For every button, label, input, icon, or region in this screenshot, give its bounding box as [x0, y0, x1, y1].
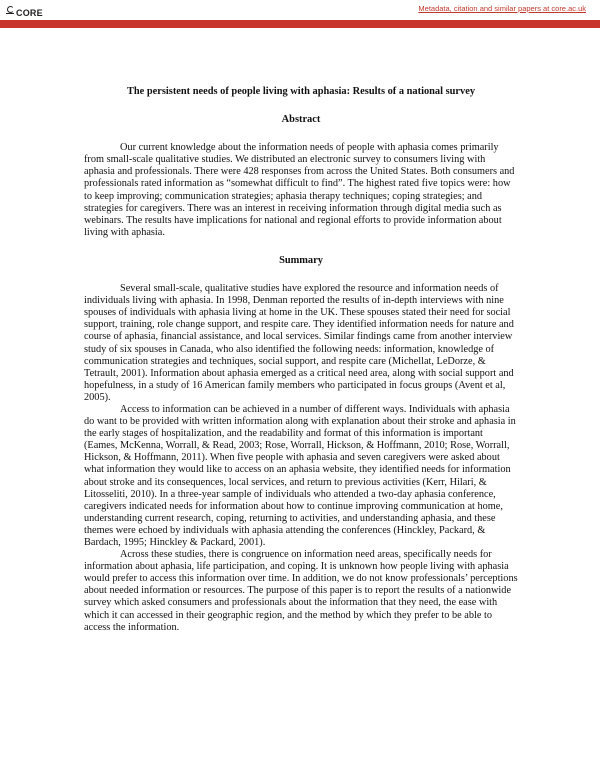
core-header-bar: [0, 0, 600, 20]
summary-paragraph-1: Several small-scale, qualitative studies have explored the resource and information needs of individuals living with aphasia. In 1998, Denman reported the results of in-depth interviews with nine spouses of individuals with aphasia living at home in the UK. These spouses stated their need for social support, training, role change support, and respite care. They identified information needs for nature and course of aphasia, financial assistance, and local services. Similar findings came from another interview study of six spouses in Canada, who also identified the following needs: information, knowledge of communication strategies and techniques, social support, and respite care (Michellat, LeDorze, & Tetrault, 2001). Information about aphasia emerged as a critical need area, along with social support and hopefulness, in a study of 16 American family members who participated in focus groups (Avent et al, 2005).: [84, 283, 514, 403]
core-logo[interactable]: [6, 2, 43, 18]
provided-by-text[interactable]: Provided by The Aphasiology Archive: [7, 40, 98, 47]
paper-title: The persistent needs of people living with aphasia: Results of a national survey: [126, 86, 476, 97]
summary-paragraph-2: Access to information can be achieved in a number of different ways. Individuals with aphasia do want to be provided with written information along with explanation about their stroke and aphasia in the early stages of hospitalization, and the readability and format of this information is important (Eames, McKenna, Worrall, & Read, 2003; Rose, Worrall, Hickson, & Hoffmann, 2010; Rose, Worrall, Hickson, & Hoffmann, 2011). When five people with aphasia and seven caregivers were asked about what information they would like to access on an aphasia website, they identified needs for information about stroke and its consequences, local services, and return to previous activities (Kerr, Hilari, & Litosseliti, 2010). In a three-year sample of individuals who attended a two-day aphasia conference, caregivers indicated needs for information about how to continue improving communication at home, understanding current research, coping, returning to activities, and understanding aphasia, and these themes were echoed by individuals with aphasia attending the conferences (Hinckley, Packard, & Bardach, 1995; Hinckley & Packard, 2001).: [84, 403, 516, 548]
summary-heading: Summary: [279, 254, 323, 266]
paper-page: [84, 86, 518, 634]
abstract-heading: Abstract: [281, 114, 321, 126]
core-metadata-link[interactable]: Metadata, citation and similar papers at core.ac.uk: [418, 4, 586, 13]
core-logo-icon: [6, 6, 15, 18]
summary-paragraph-3: Across these studies, there is congruence on information need areas, specifically needs for information about aphasia, life participation, and coping. It is unknown how people living with aphasia would prefer to access this information over time. In addition, we do not know professionals’ perceptions about needed information or resources. The purpose of this paper is to report the results of a nationwide survey which asked consumers and professionals about the information that they need, the ease with which it can accessed in their geographic region, and the method by which they prefer to be able to access the information.: [84, 549, 518, 633]
provider-bar: [0, 20, 600, 47]
abstract-paragraph: Our current knowledge about the information needs of people with aphasia comes primarily from small-scale qualitative studies. We distributed an electronic survey to consumers living with aphasia and professionals. There were 428 responses from across the United States. Both consumers and professionals rated information as “somewhat difficult to find”. The highest rated five topics were: how to keep improving; communication strategies; aphasia therapy techniques; coping strategies; and strategies for caregivers. There was an interest in receiving information through digital media such as webinars. The results have implications for national and regional efforts to provide information about living with aphasia.: [84, 142, 515, 238]
core-logo-text: CORE: [16, 8, 43, 18]
